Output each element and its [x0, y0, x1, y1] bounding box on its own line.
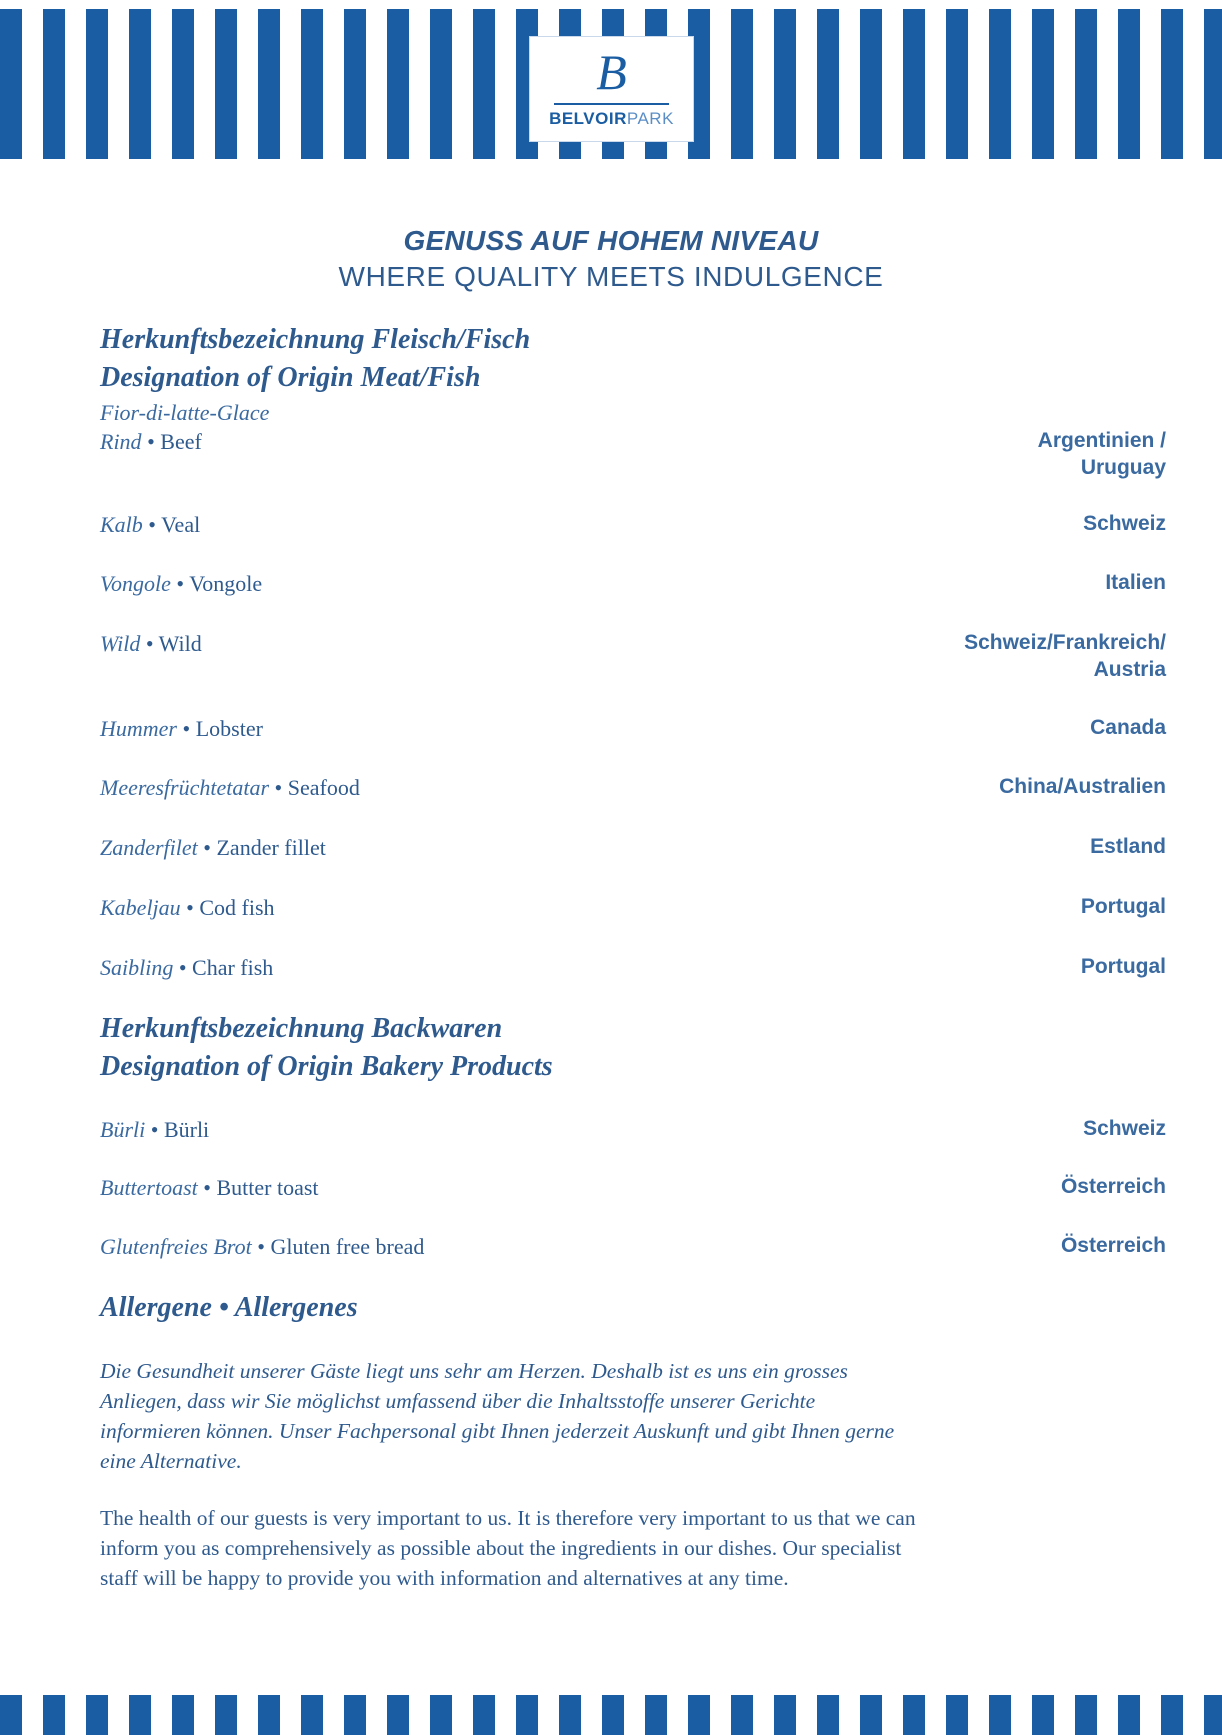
- item-name-de: Zanderfilet: [100, 835, 198, 860]
- item-name-de: Rind: [100, 429, 142, 454]
- origin-line: Uruguay: [1080, 456, 1166, 479]
- item-name-en: Wild: [158, 631, 202, 656]
- meat-fish-title-en: Designation of Origin Meat/Fish: [100, 362, 481, 393]
- item-name-de: Glutenfreies Brot: [100, 1234, 252, 1259]
- list-item: [100, 714, 1166, 770]
- item-name-de: Kabeljau: [100, 895, 181, 920]
- list-item: [100, 893, 1166, 949]
- origin-line: Italien: [1105, 571, 1166, 594]
- list-item: [100, 510, 1166, 566]
- item-name-en: Bürli: [163, 1117, 210, 1142]
- logo-monogram: B: [596, 44, 627, 100]
- item-separator: •: [148, 512, 156, 537]
- item-label: [100, 893, 275, 923]
- item-separator: •: [203, 1175, 211, 1200]
- list-item: [100, 773, 1166, 829]
- item-origin: [964, 629, 1166, 683]
- allergens-title: Allergene • Allergenes: [100, 1292, 358, 1323]
- origin-line: Canada: [1090, 716, 1166, 739]
- origin-line: Argentinien /: [1037, 429, 1166, 452]
- logo-word-light: PARK: [626, 109, 674, 128]
- item-label: [100, 1232, 424, 1262]
- list-item: [100, 1173, 1166, 1229]
- origin-line: Portugal: [1080, 895, 1166, 918]
- item-name-de: Bürli: [100, 1117, 146, 1142]
- item-name-de: Wild: [100, 631, 141, 656]
- item-separator: •: [145, 631, 154, 656]
- item-origin: [1081, 893, 1166, 920]
- item-separator: •: [178, 955, 187, 980]
- item-origin: [1061, 1173, 1166, 1200]
- item-separator: •: [203, 835, 211, 860]
- item-name-en: Butter toast: [216, 1175, 319, 1200]
- origin-line: Österreich: [1060, 1234, 1166, 1257]
- logo-word-bold: BELVOIR: [549, 109, 627, 128]
- bottom-stripe-border: [0, 1695, 1222, 1735]
- item-name-de: Vongole: [100, 571, 171, 596]
- item-name-en: Gluten free bread: [270, 1234, 425, 1259]
- item-label: [100, 427, 202, 457]
- origin-line: Austria: [1093, 658, 1166, 681]
- headline-german: GENUSS AUF HOHEM NIVEAU: [403, 225, 819, 256]
- origin-line: Estland: [1090, 835, 1166, 858]
- item-separator: •: [186, 895, 194, 920]
- item-label: [100, 773, 360, 803]
- item-separator: •: [257, 1234, 265, 1259]
- item-origin: [999, 773, 1166, 800]
- item-label: [100, 833, 326, 863]
- item-origin: [1105, 569, 1166, 596]
- item-label: [100, 510, 200, 540]
- item-name-en: Cod fish: [199, 895, 275, 920]
- item-name-de: Kalb: [100, 512, 143, 537]
- item-name-en: Lobster: [195, 716, 263, 741]
- item-name-en: Zander fillet: [216, 835, 326, 860]
- list-item: [100, 569, 1166, 625]
- item-name-de: Buttertoast: [100, 1175, 198, 1200]
- origin-line: Schweiz: [1083, 1117, 1166, 1140]
- bakery-title-en: Designation of Origin Bakery Products: [100, 1051, 553, 1082]
- item-name-en: Char fish: [192, 955, 274, 980]
- bakery-title-de: Herkunftsbezeichnung Backwaren: [100, 1013, 503, 1044]
- origin-line: Schweiz: [1083, 512, 1166, 535]
- item-label: [100, 953, 273, 983]
- item-name-en: Beef: [160, 429, 202, 454]
- logo-divider: [554, 103, 669, 105]
- origin-line: Schweiz/Frankreich/: [964, 631, 1166, 654]
- item-name-en: Vongole: [189, 571, 263, 596]
- allergens-text-en: The health of our guests is very important to us. It is therefore very important to us that we can inform you as comprehensively as possible about the ingredients in our dishes. Our specialist staff will be happy to provide you with information and alternatives at any time.: [100, 1506, 916, 1590]
- item-origin: [1083, 1115, 1166, 1142]
- list-item: [100, 953, 1166, 1009]
- meat-fish-title-de: Herkunftsbezeichnung Fleisch/Fisch: [100, 324, 531, 355]
- item-origin: [1038, 427, 1166, 481]
- list-item: [100, 427, 1166, 483]
- item-separator: •: [147, 429, 155, 454]
- item-separator: •: [182, 716, 191, 741]
- origin-line: Österreich: [1060, 1175, 1166, 1198]
- item-origin: [1061, 1232, 1166, 1259]
- item-label: [100, 1115, 209, 1145]
- item-label: [100, 629, 202, 659]
- allergens-text-de: Die Gesundheit unserer Gäste liegt uns sehr am Herzen. Deshalb ist es uns ein grosses Anliegen, dass wir Sie möglichst umfassend über die Inhaltsstoffe unserer Gerichte informieren können. Unser Fachpersonal gibt Ihnen jederzeit Auskunft und gibt Ihnen gerne eine Alternative.: [100, 1359, 895, 1473]
- list-item: [100, 1232, 1166, 1288]
- item-separator: •: [176, 571, 185, 596]
- item-name-de: Saibling: [100, 955, 174, 980]
- item-name-de: Meeresfrüchtetatar: [100, 775, 270, 800]
- item-origin: [1081, 953, 1166, 980]
- belvoir-park-logo: [529, 36, 694, 142]
- item-name-en: Seafood: [287, 775, 360, 800]
- list-item: [100, 629, 1166, 685]
- item-label: [100, 1173, 319, 1203]
- origin-line: Portugal: [1080, 955, 1166, 978]
- list-item: [100, 1115, 1166, 1171]
- item-label: [100, 569, 262, 599]
- item-label: [100, 714, 263, 744]
- item-separator: •: [274, 775, 283, 800]
- item-name-de: Hummer: [100, 716, 177, 741]
- item-origin: [1090, 714, 1166, 741]
- item-origin: [1090, 833, 1166, 860]
- item-name-en: Veal: [161, 512, 201, 537]
- list-item: [100, 833, 1166, 889]
- headline-english: WHERE QUALITY MEETS INDULGENCE: [338, 261, 884, 292]
- origin-line: China/Australien: [999, 775, 1166, 798]
- item-origin: [1083, 510, 1166, 537]
- meat-fish-note: Fior-di-latte-Glace: [100, 400, 270, 425]
- item-separator: •: [150, 1117, 159, 1142]
- logo-wordmark: [530, 109, 693, 129]
